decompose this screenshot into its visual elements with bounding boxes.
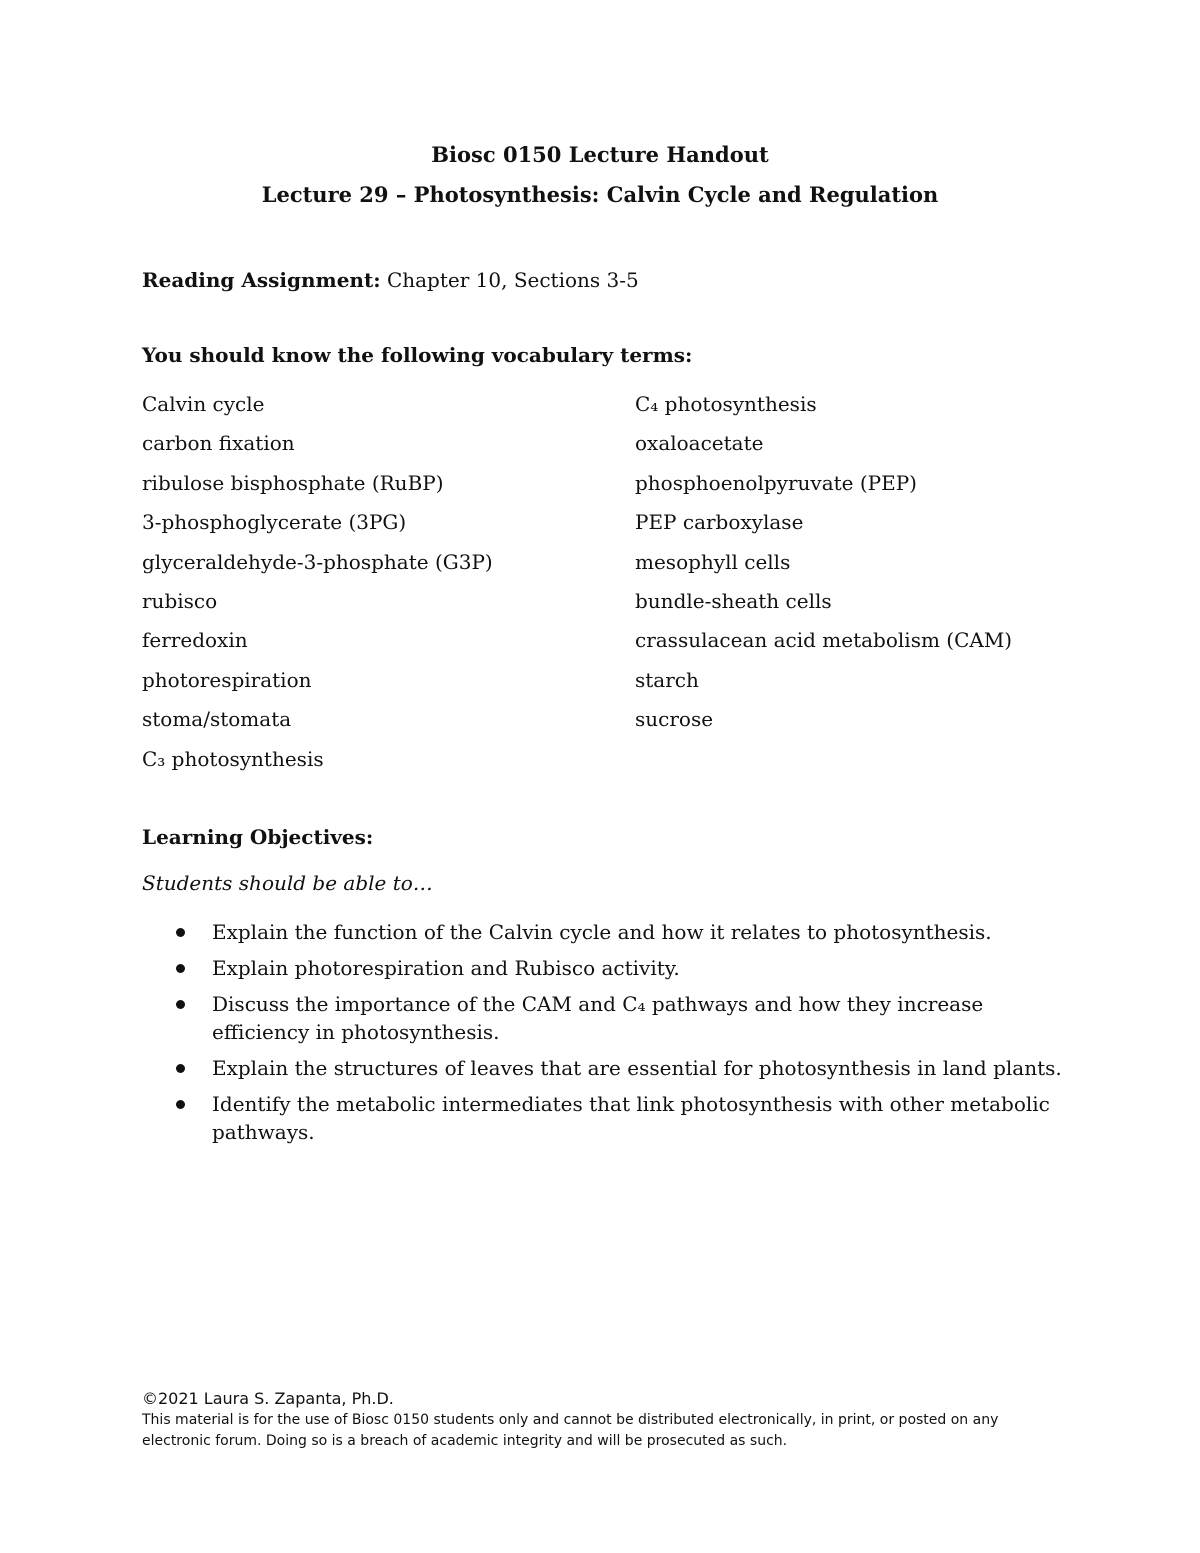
vocab-term: carbon fixation: [142, 431, 295, 456]
reading-assignment-text: Chapter 10, Sections 3-5: [380, 268, 639, 292]
vocab-term: rubisco: [142, 588, 218, 613]
bullet-icon: [176, 1100, 185, 1109]
vocab-term: C₃ photosynthesis: [142, 746, 324, 771]
vocab-term: Calvin cycle: [142, 392, 265, 416]
vocab-term: photorespiration: [142, 667, 312, 692]
objective-text: Explain the structures of leaves that are essential for photosynthesis in land plants.: [212, 1056, 1062, 1080]
objective-text: Explain the function of the Calvin cycle and how it relates to photosynthesis.: [212, 920, 992, 944]
objective-item: [142, 990, 1072, 1046]
learning-objectives-subheading: Students should be able to…: [142, 871, 433, 895]
objective-text: Explain photorespiration and Rubisco activity.: [212, 956, 680, 980]
vocab-term: crassulacean acid metabolism (CAM): [635, 628, 1013, 653]
objective-item: [142, 1054, 1072, 1082]
vocabulary-heading: You should know the following vocabulary terms:: [142, 343, 693, 367]
vocab-term: glyceraldehyde-3-phosphate (G3P): [142, 549, 493, 574]
vocab-term: phosphoenolpyruvate (PEP): [635, 470, 917, 495]
reading-assignment-label: Reading Assignment:: [142, 268, 381, 292]
bullet-icon: [176, 1000, 185, 1009]
learning-objectives-heading: Learning Objectives:: [142, 825, 374, 849]
vocab-term: mesophyll cells: [635, 549, 791, 574]
objective-item: [142, 918, 1072, 946]
vocab-term: sucrose: [635, 707, 714, 732]
footer: [142, 1388, 1042, 1452]
bullet-icon: [176, 964, 185, 973]
course-title: Biosc 0150 Lecture Handout: [431, 142, 769, 167]
lecture-title: Lecture 29 – Photosynthesis: Calvin Cycle and Regulation: [261, 182, 939, 207]
vocab-term: stoma/stomata: [142, 707, 292, 732]
vocab-term: ribulose bisphosphate (RuBP): [142, 470, 444, 495]
reading-assignment: [142, 268, 639, 292]
vocab-term: 3-phosphoglycerate (3PG): [142, 510, 407, 535]
vocabulary-right-column: [635, 390, 1012, 745]
bullet-icon: [176, 928, 185, 937]
bullet-icon: [176, 1064, 185, 1073]
usage-notice: This material is for the use of Biosc 0150 students only and cannot be distributed electronically, in print, or posted on any electronic forum. Doing so is a breach of academic integrity and will be prosecuted as such.: [142, 1412, 999, 1449]
objective-text: Identify the metabolic intermediates that link photosynthesis with other metabolic pathways.: [212, 1092, 1050, 1144]
learning-objectives-list: [142, 918, 1072, 1154]
vocab-term: bundle-sheath cells: [635, 588, 832, 613]
vocab-term: C₄ photosynthesis: [635, 392, 817, 416]
vocab-term: ferredoxin: [142, 628, 248, 653]
vocabulary-left-column: [142, 390, 493, 784]
objective-item: [142, 1090, 1072, 1146]
vocab-term: PEP carboxylase: [635, 510, 804, 535]
objective-item: [142, 954, 1072, 982]
objective-text: Discuss the importance of the CAM and C₄ pathways and how they increase efficiency in photosynthesis.: [212, 992, 984, 1044]
vocab-term: starch: [635, 667, 699, 692]
copyright-line: ©2021 Laura S. Zapanta, Ph.D.: [142, 1389, 394, 1408]
vocab-term: oxaloacetate: [635, 431, 764, 456]
